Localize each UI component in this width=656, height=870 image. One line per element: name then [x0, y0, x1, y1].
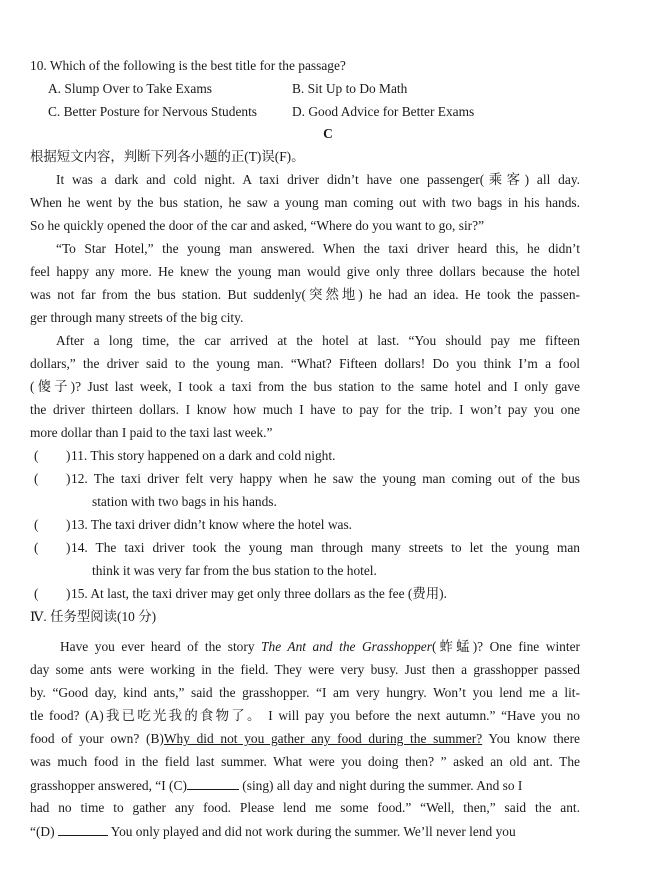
option-a: A. Slump Over to Take Exams: [48, 81, 212, 96]
blank-d[interactable]: [58, 823, 108, 836]
passage-line-9: dollars,” the driver said to the young man. “What? Fifteen dollars! Do you think I’m a fool: [30, 356, 580, 371]
task-line-4: tle food? (A)我已吃光我的食物了。 I will pay you before the next autumn.” “Have you no: [30, 708, 580, 723]
task-line-9-a: “(D): [30, 824, 58, 839]
answer-paren-open: (: [34, 540, 39, 555]
task-line-1-a: Have you ever heard of the story: [60, 639, 262, 654]
passage-line-2: When he went by the bus station, he saw a young man coming out with two bags in his hands.: [30, 195, 580, 210]
answer-paren-close: ): [66, 448, 71, 463]
answer-paren-close: ): [66, 540, 71, 555]
section-iv-heading: Ⅳ. 任务型阅读(10 分): [30, 609, 157, 624]
task-line-7-a: grasshopper answered, “I (C): [30, 778, 187, 793]
passage-line-7: ger through many streets of the big city.: [30, 310, 244, 325]
question-10-stem: 10. Which of the following is the best title for the passage?: [30, 58, 346, 73]
question-text: 12. The taxi driver felt very happy when he saw the young man coming out of the bus: [71, 471, 580, 486]
passage-line-11: the driver thirteen dollars. I know how much I have to pay for the trip. I won’t pay you one: [30, 402, 580, 417]
question-text-cont: station with two bags in his hands.: [92, 494, 277, 509]
section-c-instruction: 根据短文内容，判断下列各小题的正(T)误(F)。: [30, 149, 305, 164]
answer-paren-open: (: [34, 471, 39, 486]
question-text: 13. The taxi driver didn’t know where the hotel was.: [71, 517, 353, 532]
task-line-3: by. “Good day, kind ants,” said the grasshopper. “I am very hungry. Won’t you lend me a lit-: [30, 685, 580, 700]
task-line-7: [30, 777, 522, 794]
answer-paren-open: (: [34, 517, 39, 532]
task-line-5-b: You know there: [482, 731, 580, 746]
passage-line-12: more dollar than I paid to the taxi last week.”: [30, 425, 273, 440]
underlined-sentence-b: Why did not you gather any food during the summer?: [163, 731, 483, 746]
option-c: C. Better Posture for Nervous Students: [48, 104, 258, 119]
answer-paren-close: ): [66, 517, 71, 532]
passage-line-4: “To Star Hotel,” the young man answered. When the taxi driver heard this, he didn’t: [56, 241, 580, 256]
task-line-9: [30, 823, 516, 840]
task-line-5-a: food of your own? (B): [30, 731, 164, 746]
task-line-9-b: You only played and did not work during the summer. We’ll never lend you: [107, 824, 516, 839]
passage-line-3: So he quickly opened the door of the car and asked, “Where do you want to go, sir?”: [30, 218, 485, 233]
passage-line-5: feel happy any more. He knew the young man would give only three dollars because the hotel: [30, 264, 580, 279]
passage-line-1: It was a dark and cold night. A taxi driver didn’t have one passenger(乘客) all day.: [56, 172, 580, 187]
story-title: The Ant and the Grasshopper: [261, 639, 432, 654]
task-line-1: [60, 639, 580, 655]
question-text: 11. This story happened on a dark and cold night.: [71, 448, 336, 463]
answer-paren-open: (: [34, 586, 39, 601]
task-line-1-b: (蚱蜢)? One fine winter: [431, 639, 580, 654]
answer-paren-open: (: [34, 448, 39, 463]
option-b: B. Sit Up to Do Math: [292, 81, 408, 96]
blank-c[interactable]: [187, 777, 239, 790]
passage-line-10: (傻子)? Just last week, I took a taxi from the bus station to the same hotel and I only gave: [30, 379, 580, 394]
option-d: D. Good Advice for Better Exams: [292, 104, 475, 119]
section-c-label: C: [323, 126, 333, 141]
task-line-5: [30, 731, 580, 747]
task-line-2: day some ants were working in the field. They were very busy. Just then a grasshopper passed: [30, 662, 580, 677]
passage-line-8: After a long time, the car arrived at the hotel at last. “You should pay me fifteen: [56, 333, 580, 348]
question-text: 15. At last, the taxi driver may get only three dollars as the fee (费用).: [71, 586, 447, 601]
answer-paren-close: ): [66, 586, 71, 601]
question-text-cont: think it was very far from the bus station to the hotel.: [92, 563, 377, 578]
task-line-6: was much food in the field last summer. What were you doing then? ” asked an old ant. The: [30, 754, 580, 769]
question-text: 14. The taxi driver took the young man through many streets to let the young man: [71, 540, 580, 555]
passage-line-6: was not far from the bus station. But suddenly(突然地) he had an idea. He took the passen-: [30, 287, 580, 302]
task-line-7-b: (sing) all day and night during the summer. And so I: [238, 778, 523, 793]
task-line-8: had no time to gather any food. Please lend me some food.” “Well, then,” said the ant.: [30, 800, 580, 815]
answer-paren-close: ): [66, 471, 71, 486]
